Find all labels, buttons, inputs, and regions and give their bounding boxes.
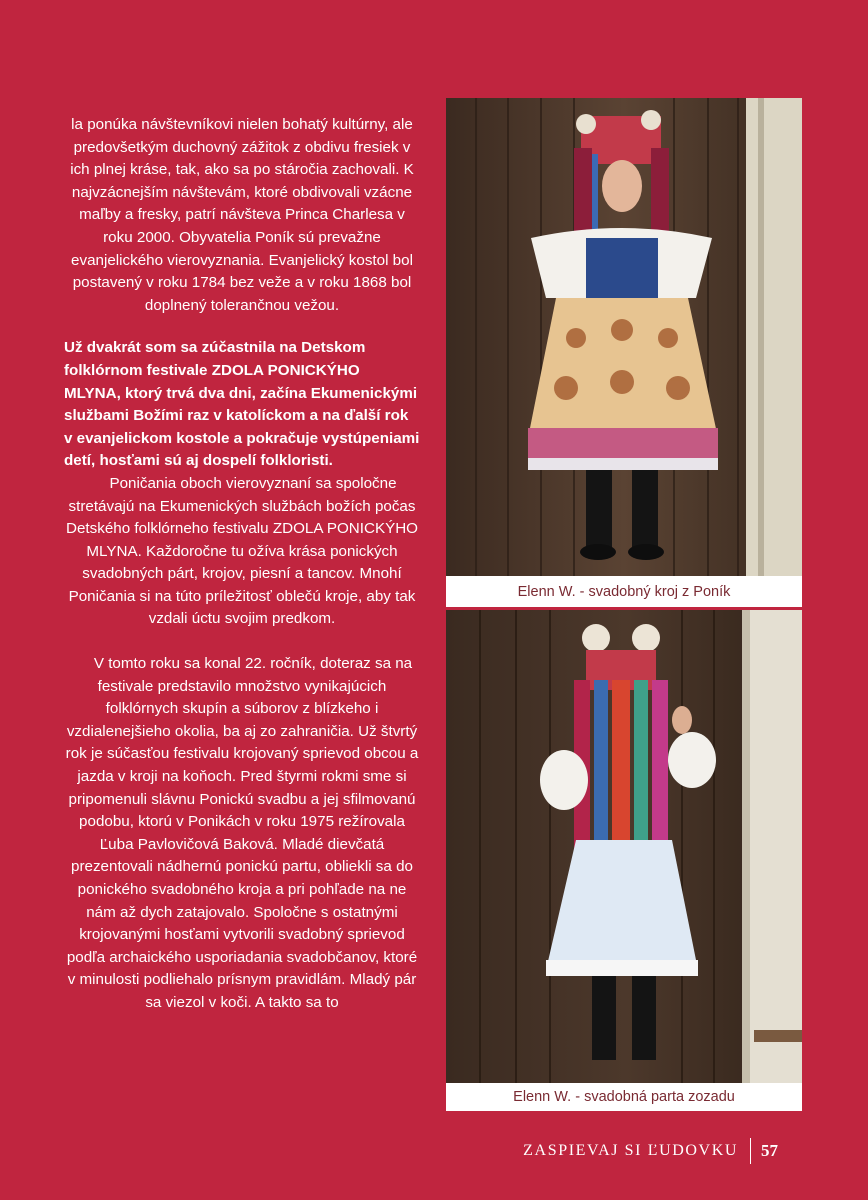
photo-caption-front: Elenn W. - svadobný kroj z Poník [446, 577, 802, 607]
costume-back-photo [446, 610, 802, 1083]
article-paragraph-2 [64, 473, 420, 631]
article-paragraph-1: la ponúka návštevníkovi nielen bohatý kultúrny, ale predovšetkým duchovný zážitok z obdivu fresiek v ich plnej kráse, tak, ako sa po stáročia zachovali. K najvzácnejším návštevám, ktoré obdivovali vzácne maľby a fresky, patrí návšteva Princa Charlesa v roku 2000. Obyvatelia Poník sú prevažne evanjelického vierovyznania. Evanjelický kostol bol postavený v roku 1784 bez veže a v roku 1868 bol doplnený tolerančnou vežou. [70, 116, 414, 314]
magazine-title: ZASPIEVAJ SI ĽUDOVKU [523, 1142, 738, 1159]
footer-divider [750, 1138, 751, 1164]
page-number: 57 [761, 1141, 778, 1160]
costume-front-photo [446, 98, 802, 576]
article-column [64, 114, 420, 1015]
page-footer [523, 1136, 778, 1166]
photo-frame-front [446, 98, 802, 607]
photo-frame-back [446, 610, 802, 1111]
photo-back [446, 610, 802, 1083]
article-paragraph-3-text: V tomto roku sa konal 22. ročník, doteraz sa na festivale predstavilo množstvo vynikajúcich folklórnych skupín a súborov z blízkeho i vzdialenejšieho okolia, ba aj zo zahraničia. Už štvrtý rok je súčasťou festivalu krojovaný sprievod obcou a jazda v kroji na koňoch. Pred štyrmi rokmi sme si pripomenuli slávnu Ponickú svadbu a jej sfilmovanú podobu, ktorú v Ponikách v roku 1975 režírovala Ľuba Pavlovičová Baková. Mladé dievčatá prezentovali nádhernú ponickú partu, obliekli sa do ponického svadobného kroja a pri pohľade na ne nám až dych zatajovalo. Spoločne s ostatnými krojovanými hosťami vytvorili svadobný sprievod podľa archaického usporiadania svadobčanov, ktoré v minulosti podliehalo prísnym pravidlám. Mladý pár sa viezol v koči. A takto sa to [65, 655, 419, 1011]
article-paragraph-2-text: Poničania oboch vierovyznaní sa spoločne stretávajú na Ekumenických službách božích počas Detského folklórneho festivalu ZDOLA PONICKÝHO MLYNA. Každoročne tu ožíva krása ponických svadobných párt, krojov, piesní a tancov. Mnohí Poničania si na túto príležitosť oblečú kroje, aby tak vzdali úctu svojim predkom. [66, 474, 418, 628]
photo-front [446, 98, 802, 576]
article-paragraph-3 [64, 653, 420, 1015]
article-lead: Už dvakrát som sa zúčastnila na Detskom folklórnom festivale ZDOLA PONICKÝHO MLYNA, ktorý trvá dva dni, začína Ekumenickými službami Božími raz v katolíckom a na ďalší rok v evanjelickom kostole a pokračuje vystúpeniami detí, hosťami sú aj dospelí folkloristi. [64, 339, 420, 470]
photo-caption-back: Elenn W. - svadobná parta zozadu [446, 1083, 802, 1111]
